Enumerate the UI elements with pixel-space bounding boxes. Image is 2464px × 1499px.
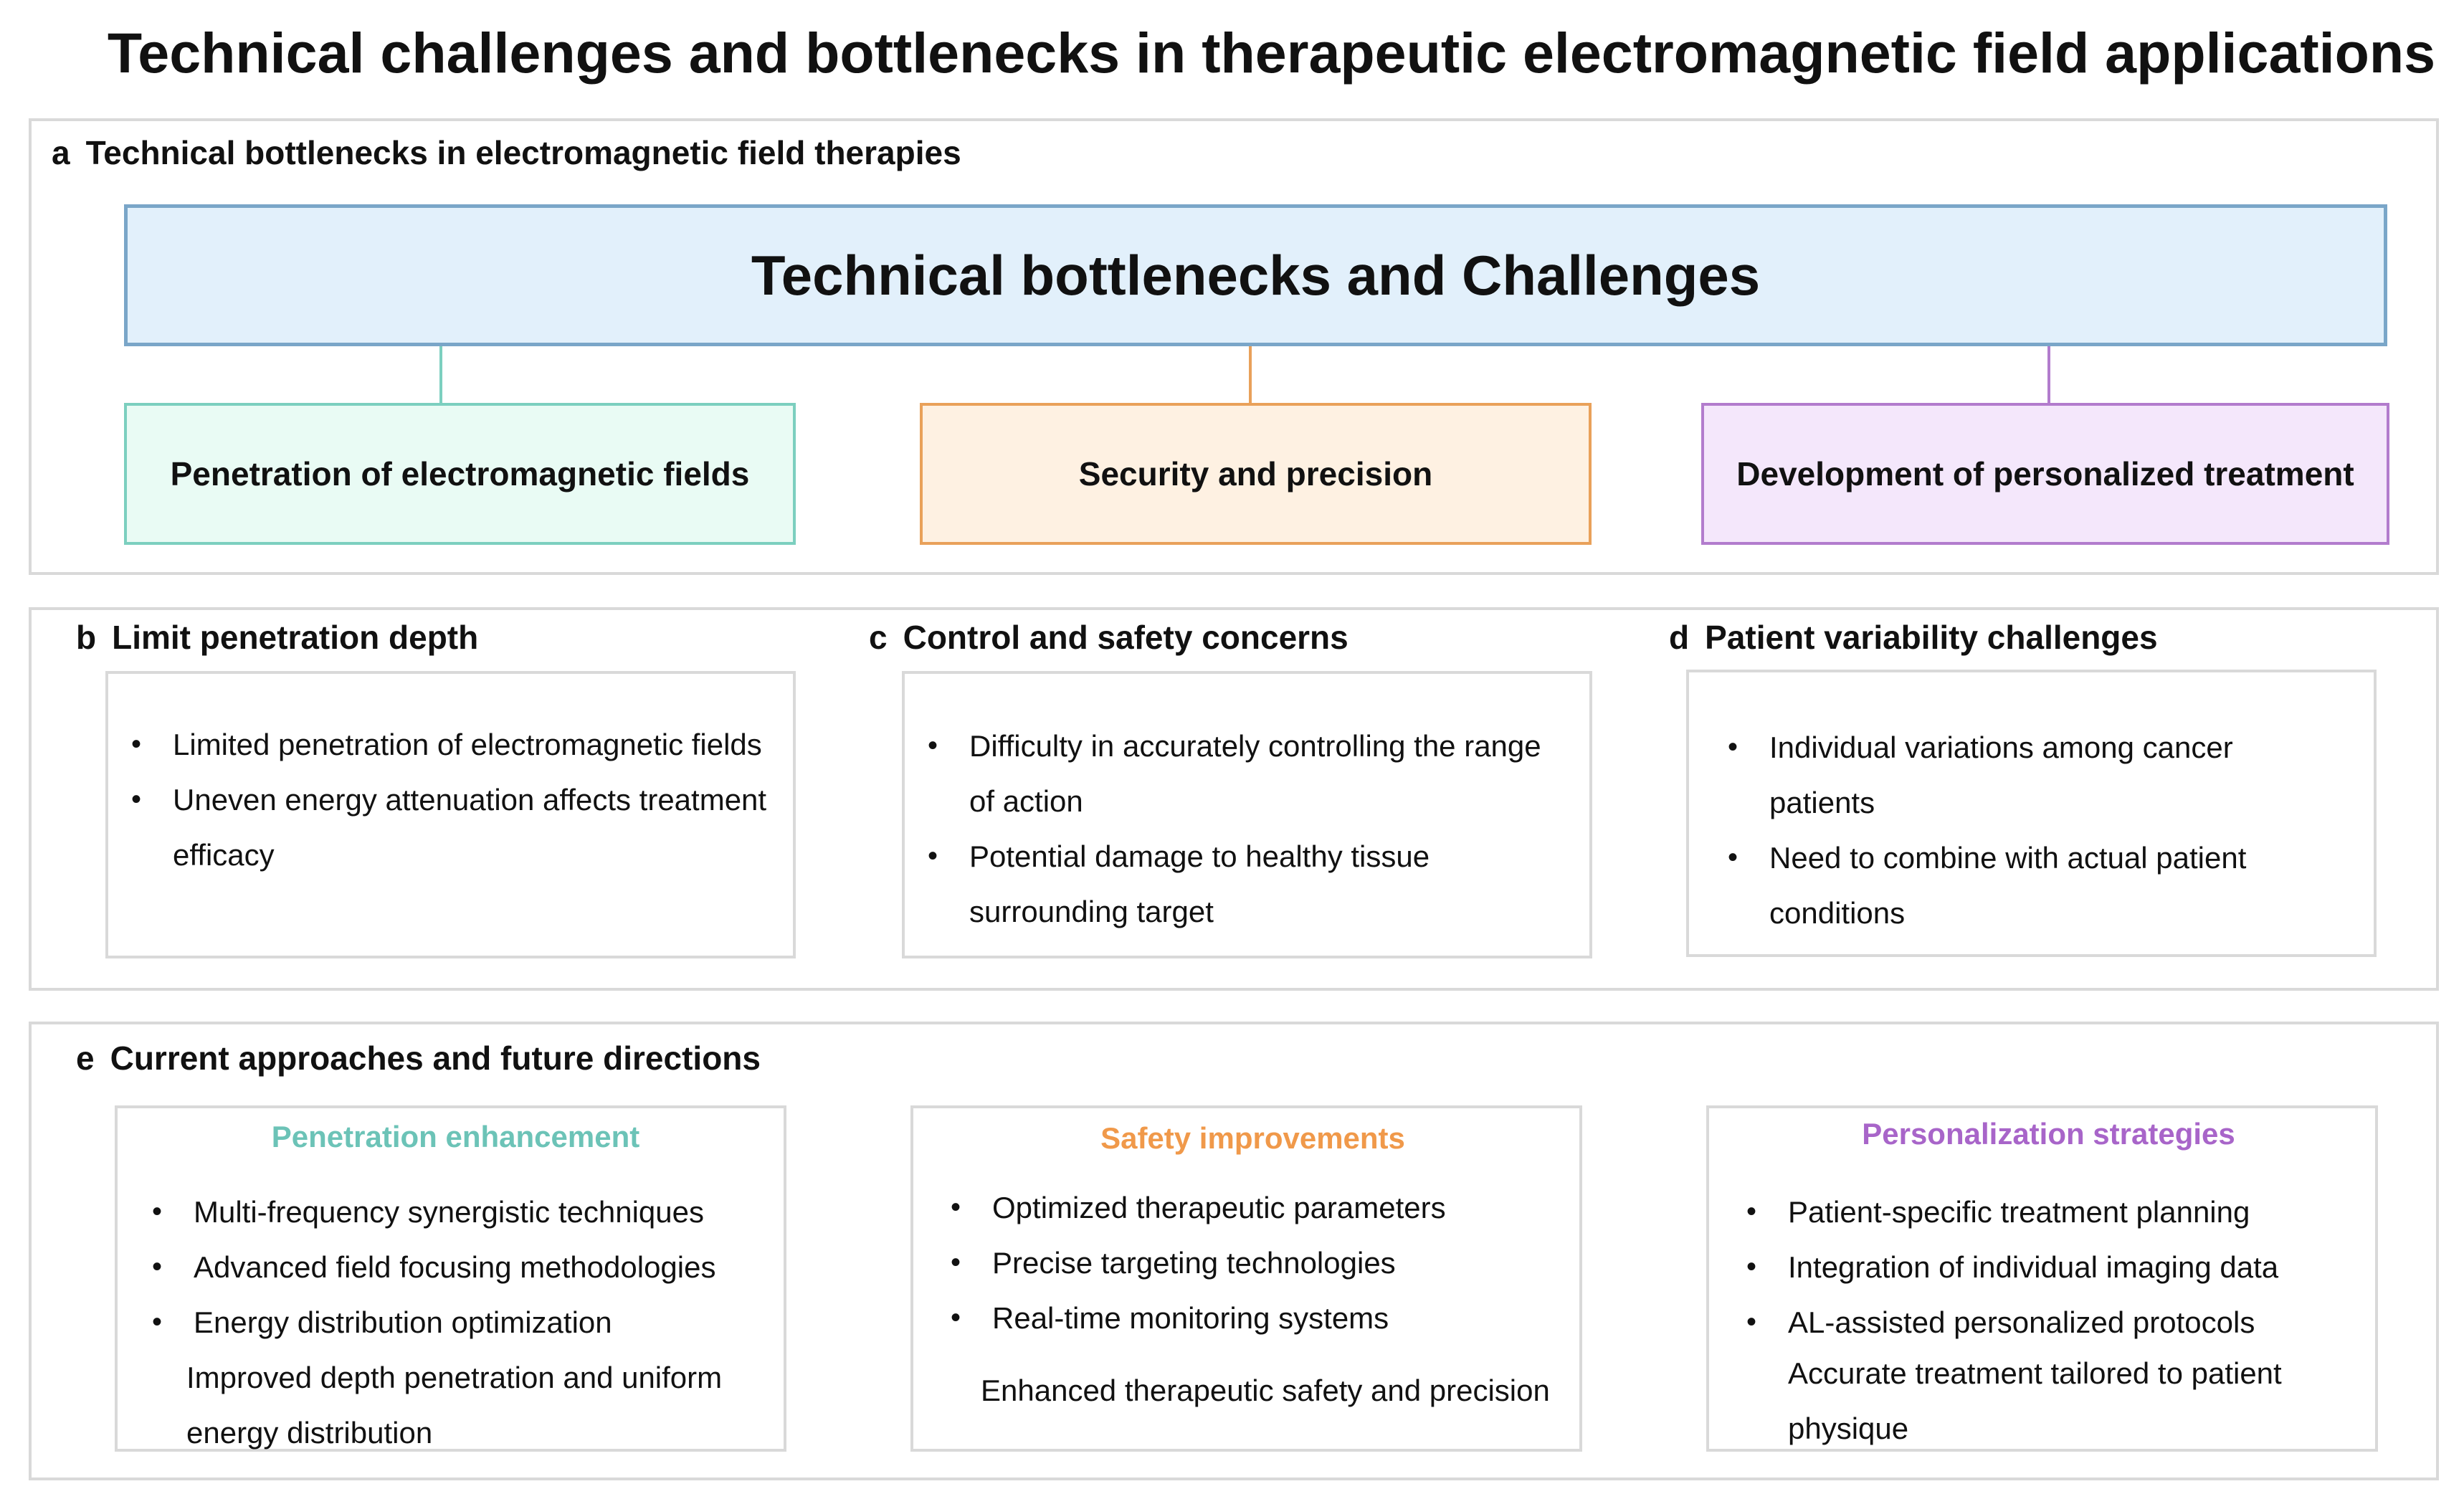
- approach-safety-box: [910, 1105, 1582, 1452]
- list-item: • Patient-specific treatment planning: [1736, 1184, 2361, 1239]
- panel-a-heading: Technical bottlenecks in electromagnetic field therapies: [85, 134, 961, 171]
- list-item: • Integration of individual imaging data: [1736, 1239, 2361, 1295]
- list-item: • Potential damage to healthy tissue surrounding target: [918, 829, 1546, 939]
- panel-c-letter: c: [869, 619, 888, 656]
- list-item: • AL-assisted personalized protocols: [1736, 1295, 2361, 1350]
- panel-d-box: [1686, 670, 2377, 957]
- panel-a-label: [52, 133, 961, 172]
- approach-penetration-title: Penetration enhancement: [271, 1120, 640, 1153]
- panel-c-heading: Control and safety concerns: [903, 619, 1348, 656]
- panel-b-box: [105, 671, 796, 958]
- panel-e-letter: e: [76, 1039, 95, 1077]
- connector-personal: [2047, 346, 2050, 403]
- list-item: • Real-time monitoring systems: [941, 1290, 1565, 1346]
- panel-c-box: [902, 671, 1592, 958]
- approach-personalization-list: [1736, 1184, 2361, 1350]
- approach-personalization-summary: Accurate treatment tailored to patient physique: [1788, 1356, 2282, 1445]
- figure-title: Technical challenges and bottlenecks in therapeutic electromagnetic field applications: [107, 21, 2436, 85]
- panel-e-label: [76, 1039, 761, 1077]
- category-personalized: [1701, 403, 2389, 545]
- connector-security: [1249, 346, 1252, 403]
- approach-safety-title: Safety improvements: [1100, 1121, 1405, 1155]
- list-item: • Need to combine with actual patient conditions: [1718, 830, 2288, 941]
- connector-penetration: [439, 346, 442, 403]
- category-penetration: [124, 403, 796, 545]
- panel-d-heading: Patient variability challenges: [1705, 619, 2158, 656]
- panel-a-letter: a: [52, 134, 70, 171]
- category-penetration-label: Penetration of electromagnetic fields: [170, 455, 750, 492]
- panel-d-letter: d: [1669, 619, 1690, 656]
- panel-b-label: [76, 618, 478, 657]
- approach-safety-list: [941, 1180, 1565, 1346]
- list-item: • Limited penetration of electromagnetic fields: [121, 717, 779, 772]
- list-item: • Multi-frequency synergistic techniques: [142, 1184, 769, 1239]
- approach-safety-summary: Enhanced therapeutic safety and precision: [981, 1374, 1550, 1407]
- panel-c-list: [918, 718, 1546, 939]
- list-item: • Advanced field focusing methodologies: [142, 1239, 769, 1295]
- approach-penetration-list: [142, 1184, 769, 1350]
- approach-personalization-box: [1706, 1105, 2378, 1452]
- list-item: • Uneven energy attenuation affects treatment efficacy: [121, 772, 779, 882]
- panel-d-label: [1669, 618, 2158, 657]
- list-item: • Optimized therapeutic parameters: [941, 1180, 1565, 1235]
- approach-personalization-title: Personalization strategies: [1862, 1117, 2235, 1151]
- category-personalized-label: Development of personalized treatment: [1736, 455, 2354, 492]
- panel-d-list: [1718, 720, 2288, 941]
- panel-b-list: [121, 717, 779, 882]
- root-node: [124, 204, 2387, 346]
- list-item: • Individual variations among cancer patients: [1718, 720, 2288, 830]
- list-item: • Precise targeting technologies: [941, 1235, 1565, 1290]
- category-security-label: Security and precision: [1078, 455, 1433, 492]
- panel-e-heading: Current approaches and future directions: [110, 1039, 761, 1077]
- approach-penetration-summary: Improved depth penetration and uniform energy distribution: [186, 1361, 723, 1450]
- list-item: • Difficulty in accurately controlling the range of action: [918, 718, 1546, 829]
- category-security: [920, 403, 1592, 545]
- panel-c-label: [869, 618, 1348, 657]
- approach-penetration-box: [115, 1105, 786, 1452]
- panel-b-heading: Limit penetration depth: [112, 619, 479, 656]
- panel-b-letter: b: [76, 619, 97, 656]
- root-node-label: Technical bottlenecks and Challenges: [751, 243, 1761, 307]
- list-item: • Energy distribution optimization: [142, 1295, 769, 1350]
